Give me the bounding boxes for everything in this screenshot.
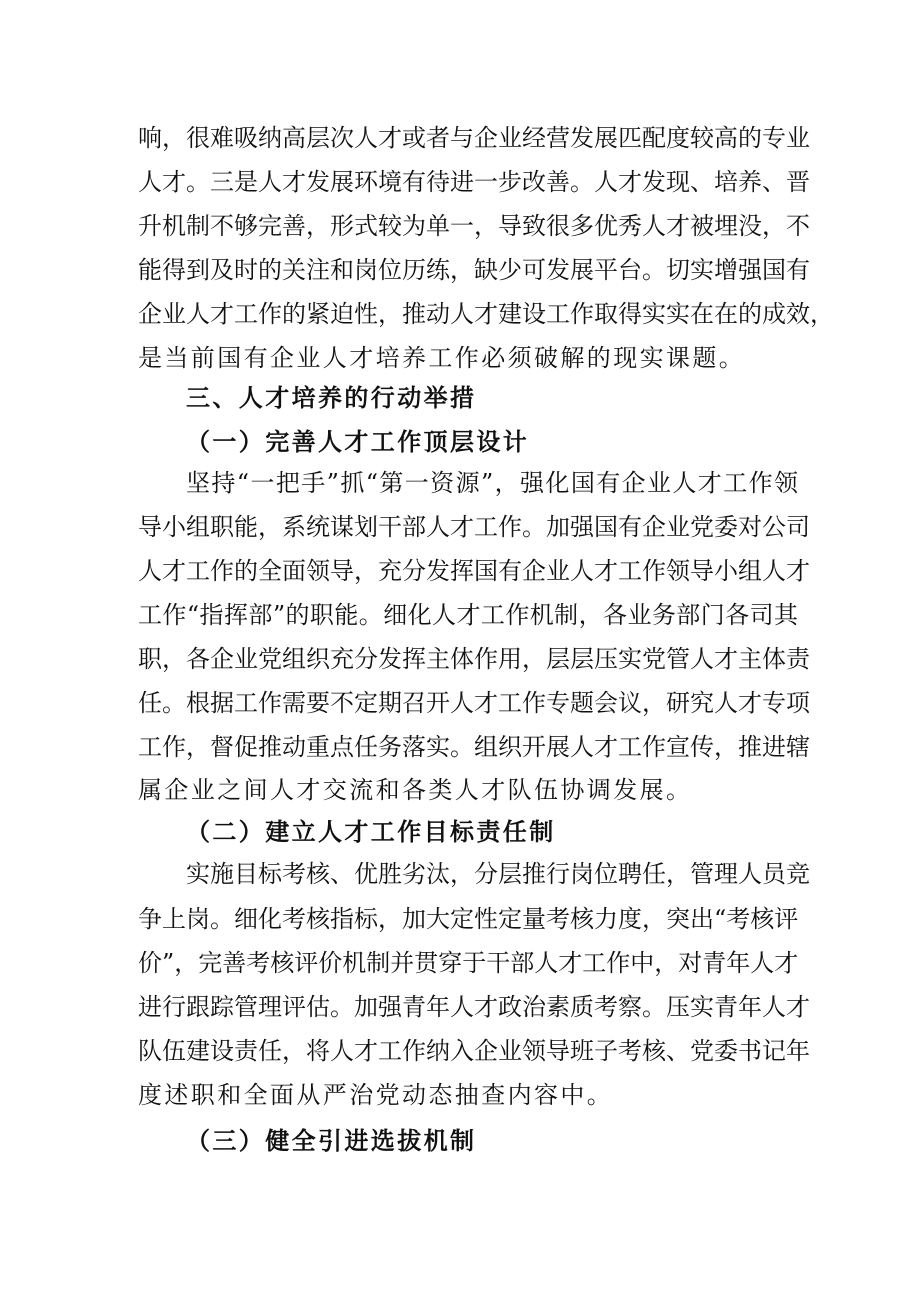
- subsection-heading: （三）健全引进选拔机制: [186, 1126, 477, 1155]
- text-line: 坚持“一把手”抓“第一资源”，强化国有企业人才工作领: [186, 469, 798, 497]
- text-line: 升机制不够完善，形式较为单一，导致很多优秀人才被埋没，不: [138, 212, 810, 240]
- text-line: 争上岗。细化考核指标，加大定性定量考核力度，突出“考核评: [138, 905, 799, 933]
- text-line: 进行跟踪管理评估。加强青年人才政治素质考察。压实青年人才: [138, 993, 810, 1021]
- text-line: 是当前国有企业人才培养工作必须破解的现实课题。: [138, 344, 746, 372]
- text-line: 实施目标考核、优胜劣汰，分层推行岗位聘任，管理人员竞: [186, 860, 810, 888]
- text-line: 工作，督促推动重点任务落实。组织开展人才工作宣传，推进辖: [138, 733, 810, 761]
- text-line: 任。根据工作需要不定期召开人才工作专题会议，研究人才专项: [138, 689, 810, 717]
- text-line: 人才。三是人才发展环境有待进一步改善。人才发现、培养、晋: [138, 168, 810, 196]
- subsection-heading: （二）建立人才工作目标责任制: [186, 817, 556, 846]
- section-heading: 三、人才培养的行动举措: [186, 383, 477, 412]
- text-line: 属企业之间人才交流和各类人才队伍协调发展。: [138, 776, 693, 804]
- text-line: 工作“指挥部”的职能。细化人才工作机制，各业务部门各司其: [138, 601, 798, 629]
- text-line: 响，很难吸纳高层次人才或者与企业经营发展匹配度较高的专业: [138, 124, 810, 152]
- subsection-heading: （一）完善人才工作顶层设计: [186, 427, 530, 456]
- text-line: 度述职和全面从严治党动态抽查内容中。: [138, 1081, 614, 1109]
- text-line: 人才工作的全面领导，充分发挥国有企业人才工作领导小组人才: [138, 557, 810, 585]
- text-line: 导小组职能，系统谋划干部人才工作。加强国有企业党委对公司: [138, 513, 810, 541]
- text-line: 职，各企业党组织充分发挥主体作用，层层压实党管人才主体责: [138, 645, 810, 673]
- text-line: 价”，完善考核评价机制并贯穿于干部人才工作中，对青年人才: [138, 949, 799, 977]
- text-line: 能得到及时的关注和岗位历练，缺少可发展平台。切实增强国有: [138, 256, 810, 284]
- text-line: 企业人才工作的紧迫性，推动人才建设工作取得实实在在的成效，: [138, 300, 834, 328]
- text-line: 队伍建设责任，将人才工作纳入企业领导班子考核、党委书记年: [138, 1037, 810, 1065]
